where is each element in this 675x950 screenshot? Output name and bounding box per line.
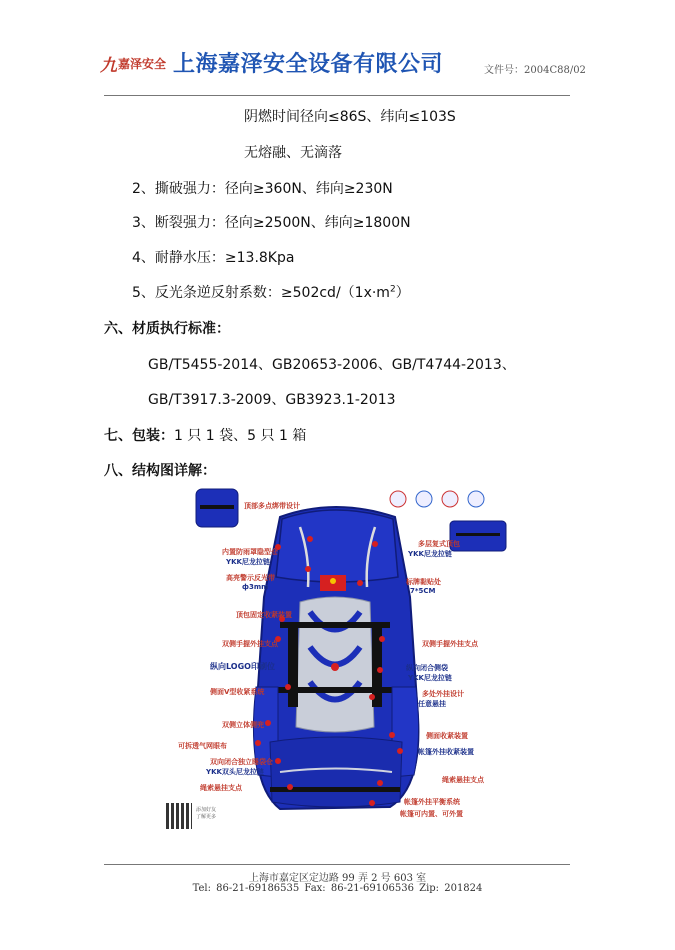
spec-item-5-close: ） <box>395 285 410 301</box>
callout-right-hanging: 双侧手握外挂支点 <box>422 640 478 648</box>
company-logo <box>100 50 166 76</box>
callout-ykk-zip-3: YKK尼龙拉链 <box>408 674 452 682</box>
callout-logo-print: 纵向LOGO印刷位 <box>210 662 275 671</box>
standards-line-1: GB/T5455-2014、GB20653-2006、GB/T4744-2013、 <box>148 357 516 373</box>
sleeping-bag-compartment <box>270 737 402 807</box>
logo-text: 嘉泽安全 <box>118 56 167 71</box>
callout-tent-inout: 帐篷可内置、可外置 <box>400 810 463 818</box>
callout-label-size: 7*5CM <box>410 587 436 595</box>
footer-address: 上海市嘉定区定边路 99 弄 2 号 603 室 <box>248 873 427 884</box>
spec-item-5 <box>132 282 410 302</box>
callout-any-hang: 任意悬挂 <box>418 700 446 708</box>
footer-contacts: Tel: 86-21-69186535 Fax: 86-21-69106536 Zip: 201824 <box>192 883 483 894</box>
callout-side-pocket: 双侧立体侧兜 <box>222 721 264 729</box>
qr-code <box>166 803 192 829</box>
callout-vert-closure: 纵向闭合侧袋 <box>406 664 448 672</box>
section-6-title: 六、材质执行标准： <box>104 321 230 337</box>
spec-item-5-text: 5、反光条逆反射系数：≥502cd/（1x·m <box>132 285 390 301</box>
spec-item-2: 2、撕破强力：径向≥360N、纬向≥230N <box>132 181 393 197</box>
footer-divider <box>104 864 570 865</box>
cert-icon-2 <box>416 491 432 507</box>
section-7-value: 1 只 1 袋、5 只 1 箱 <box>174 428 307 444</box>
callout-label-patch: 标牌黏贴处 <box>406 578 441 586</box>
qr-caption-line-2: 了解更多 <box>196 814 217 820</box>
callout-top-drawstring: 顶包固定收紧装置 <box>236 611 292 619</box>
document-number: 文件号：2004C88/02 <box>484 65 586 76</box>
section-7 <box>104 425 306 445</box>
callout-left-hanging: 双侧手握外挂支点 <box>222 640 278 648</box>
compression-strap-left <box>288 627 298 707</box>
cert-icon-3 <box>442 491 458 507</box>
logo-mark: 九 <box>100 55 117 76</box>
callout-mesh: 可拆透气网眼布 <box>178 742 227 750</box>
callout-tent-balance: 帐篷外挂平衡系统 <box>404 798 460 806</box>
section-7-title: 七、包装： <box>104 428 174 444</box>
standards-line-2: GB/T3917.3-2009、GB3923.1-2013 <box>148 392 396 408</box>
callout-rain-cover: 内置防雨罩隐型仓 <box>222 548 278 556</box>
qr-caption <box>196 807 216 821</box>
callout-tent-compress: 帐篷外挂收紧装置 <box>418 748 474 756</box>
backpack-structure-figure <box>160 487 520 837</box>
cert-icon-4 <box>468 491 484 507</box>
callout-reflective-size: ф3mm <box>242 583 269 591</box>
section-8-title: 八、结构图详解： <box>104 463 216 479</box>
continued-line-1: 阴燃时间径向≤86S、纬向≤103S <box>244 109 456 125</box>
callout-ykk-zip-2: YKK尼龙拉链 <box>226 558 270 566</box>
callout-rope-right: 绳索悬挂支点 <box>442 776 484 784</box>
spec-item-3: 3、断裂强力：径向≥2500N、纬向≥1800N <box>132 215 411 231</box>
spec-item-5-sup: 2 <box>389 284 396 295</box>
qr-caption-line-1: 添加好友 <box>196 807 217 813</box>
callout-reflective: 高亮警示反光带 <box>226 574 275 582</box>
callout-multi-pocket: 多层复式顶包 <box>418 540 460 548</box>
callout-ykk-zip-1: YKK尼龙拉链 <box>408 550 452 558</box>
callout-side-compress: 侧面V型收紧系统 <box>210 688 265 696</box>
callout-rope-left: 绳索悬挂支点 <box>200 784 242 792</box>
top-lid <box>276 510 398 582</box>
cert-icon-1 <box>390 491 406 507</box>
spec-item-4: 4、耐静水压：≥13.8Kpa <box>132 250 295 266</box>
callout-top-strap: 顶部多点绑带设计 <box>244 502 300 510</box>
header-divider <box>104 95 570 96</box>
callout-ykk-double: YKK双头尼龙拉链 <box>206 768 264 776</box>
company-name: 上海嘉泽安全设备有限公司 <box>173 52 444 77</box>
callout-sleeping-bag: 双向闭合独立睡袋仓 <box>210 758 273 766</box>
callout-bottom-compress: 侧面收紧装置 <box>426 732 468 740</box>
callout-multi-hang: 多处外挂设计 <box>422 690 464 698</box>
continued-line-2: 无熔融、无滴落 <box>244 145 342 161</box>
